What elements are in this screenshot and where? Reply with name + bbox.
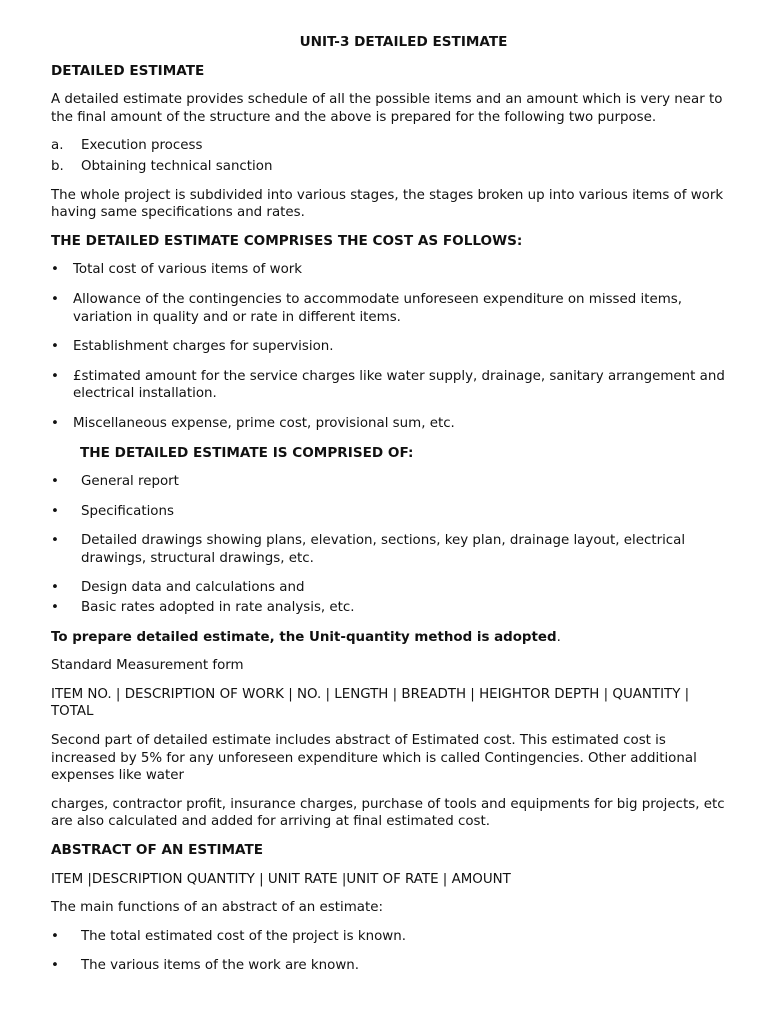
abstract-form-header: ITEM |DESCRIPTION QUANTITY | UNIT RATE |UNIT OF RATE | AMOUNT [51,871,511,887]
list-item [51,579,728,597]
list-item-text: The various items of the work are known. [81,958,360,974]
bullet-marker: • [51,474,59,490]
bullet-marker: • [51,368,59,384]
abstract-paragraph-1: Second part of detailed estimate includes abstract of Estimated cost. This estimated cost is increased by 5% for any unforeseen expenditure which is called Contingencies. Other additional expenses like water [51,733,697,784]
list-item [51,928,728,946]
bullet-marker: • [51,503,59,519]
purpose-list [51,137,728,175]
list-item-text: General report [81,474,179,490]
list-item [51,503,728,521]
bullet-marker: • [51,262,59,278]
section-heading-comprised-of: THE DETAILED ESTIMATE IS COMPRISED OF: [80,444,414,461]
list-item [51,158,728,176]
list-item [51,338,728,356]
list-item [51,291,728,326]
section-heading-detailed-estimate: DETAILED ESTIMATE [51,62,205,79]
list-marker: a. [51,138,64,154]
list-item-text: Design data and calculations and [81,580,305,596]
list-item [51,473,728,491]
list-item [51,599,728,617]
intro-paragraph: A detailed estimate provides schedule of all the possible items and an amount which is very near to the final amount of the structure and the above is prepared for the following two purpose. [51,92,723,125]
bullet-marker: • [51,533,59,549]
bullet-marker: • [51,928,59,944]
method-statement-bold: To prepare detailed estimate, the Unit-quantity method is adopted [51,629,557,645]
abstract-functions-list [51,928,728,975]
list-marker: b. [51,158,64,174]
comprised-bullet-list [51,473,728,617]
list-item [51,261,728,279]
list-item-text: The total estimated cost of the project is known. [81,928,406,944]
abstract-functions-intro: The main functions of an abstract of an estimate: [51,900,383,916]
method-statement-period: . [556,629,561,645]
list-item-text: Miscellaneous expense, prime cost, provisional sum, etc. [73,415,455,431]
page-title: UNIT-3 DETAILED ESTIMATE [299,34,508,50]
bullet-marker: • [51,580,59,596]
bullet-marker: • [51,600,59,616]
section-heading-abstract: ABSTRACT OF AN ESTIMATE [51,842,264,858]
bullet-marker: • [51,291,59,307]
section-heading-cost-comprises: THE DETAILED ESTIMATE COMPRISES THE COST AS FOLLOWS: [51,232,523,249]
list-item-text: Execution process [81,138,203,154]
list-item-text: Obtaining technical sanction [81,158,273,174]
cost-bullet-list [51,261,728,432]
measurement-form-header: ITEM NO. | DESCRIPTION OF WORK | NO. | LENGTH | BREADTH | HEIGHTOR DEPTH | QUANTITY | TOTAL [51,686,690,720]
list-item-text: Specifications [81,503,174,519]
bullet-marker: • [51,415,59,431]
list-item-text: Basic rates adopted in rate analysis, etc. [81,600,355,616]
list-item-text: Establishment charges for supervision. [73,339,334,355]
list-item [51,532,728,567]
list-item-text: Allowance of the contingencies to accommodate unforeseen expenditure on missed items, variation in quality and or rate in different items. [73,291,682,325]
list-item [51,137,728,155]
list-item [51,415,728,433]
method-statement [51,629,728,647]
list-item-text: Total cost of various items of work [73,262,303,278]
subdivision-paragraph: The whole project is subdivided into various stages, the stages broken up into various items of work having same specifications and rates. [51,187,724,221]
bullet-marker: • [51,339,59,355]
abstract-paragraph-2: charges, contractor profit, insurance charges, purchase of tools and equipments for big projects, etc are also calculated and added for arriving at final estimated cost. [51,796,725,830]
list-item-text: £stimated amount for the service charges like water supply, drainage, sanitary arrangement and electrical installation. [73,368,725,402]
list-item [51,368,728,403]
list-item-text: Detailed drawings showing plans, elevation, sections, key plan, drainage layout, electrical drawings, structural drawings, etc. [81,533,686,566]
measurement-form-label: Standard Measurement form [51,658,244,674]
bullet-marker: • [51,958,59,974]
list-item [51,957,728,975]
